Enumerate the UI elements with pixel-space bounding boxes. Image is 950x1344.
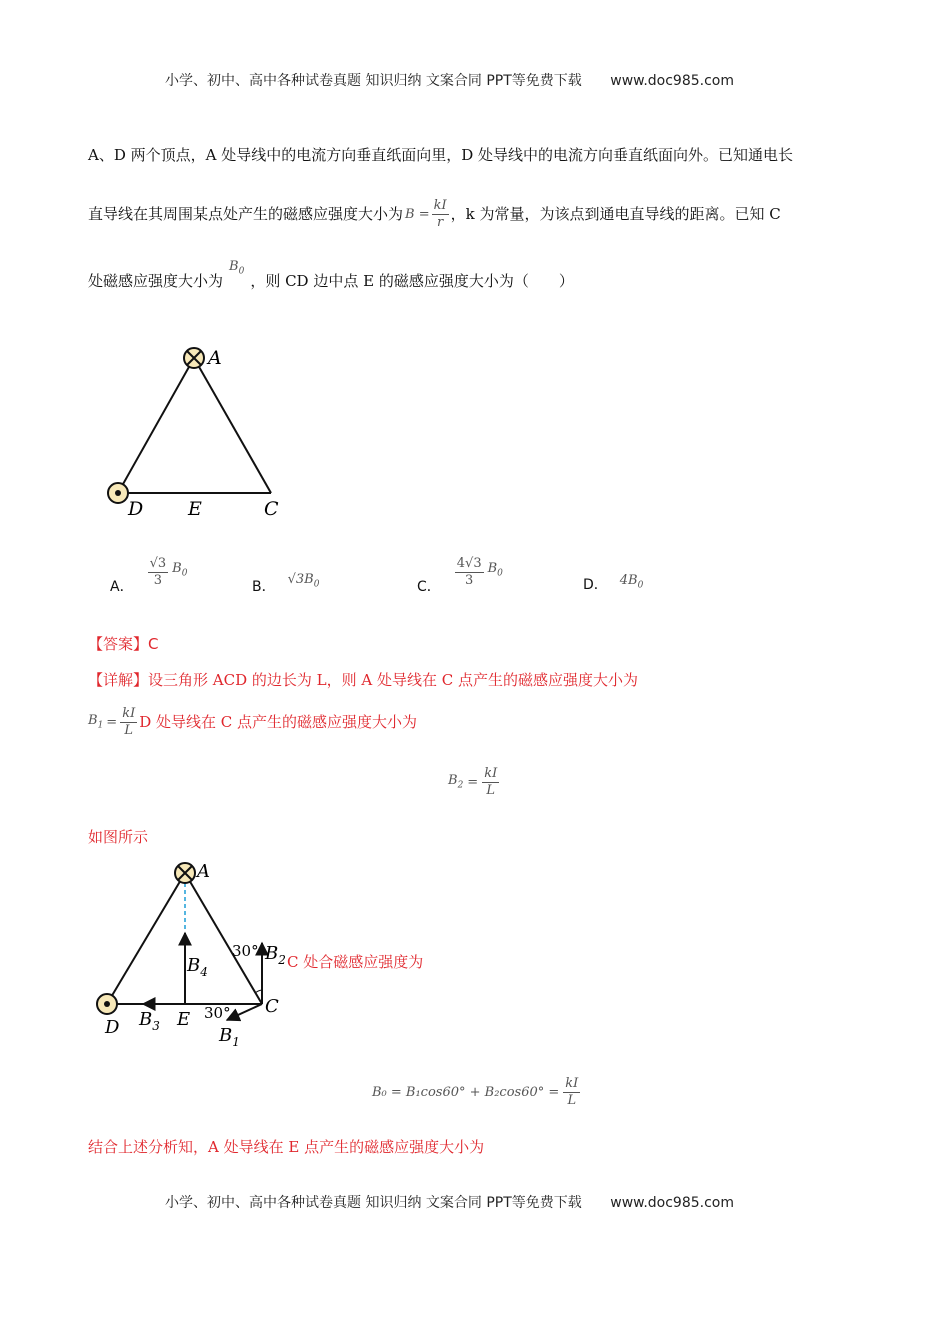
b1-symbol: $B_1$ [88, 713, 104, 731]
b1-fraction: $\frac{kI}{L}$ [122, 706, 136, 738]
option-a[interactable] [110, 548, 187, 596]
option-b-letter: B． [252, 579, 276, 595]
wire-out-of-page-icon [108, 483, 128, 503]
label-d: D [128, 498, 144, 520]
option-d-expr: $4B_0$ [619, 573, 644, 591]
label-c: C [264, 498, 279, 520]
wire-into-page-icon-2 [175, 863, 195, 883]
question-line-1: A、D 两个顶点，A 处导线中的电流方向垂直纸面向里，D 处导线中的电流方向垂直纸面向外。已知通电长 [88, 146, 794, 164]
fig2-label-b2: $B_2$ [265, 943, 286, 967]
vector-b1 [227, 1004, 262, 1020]
detail-tag: 【详解】 [88, 671, 149, 689]
wire-into-page-icon [184, 348, 204, 368]
b2-fraction: $\frac{kI}{L}$ [484, 766, 498, 798]
option-c-letter: C． [417, 579, 441, 595]
option-b-expr: $√3B_0$ [287, 572, 320, 590]
question-line-3-post: ，则 CD 边中点 E 的磁感应强度大小为（ ） [250, 271, 574, 290]
fig2-label-b3: $B_3$ [139, 1009, 160, 1033]
footer-url[interactable]: www.doc985.com [610, 1195, 734, 1211]
side-ac-2 [185, 873, 262, 1004]
header-url[interactable]: www.doc985.com [610, 73, 734, 89]
b2-formula [448, 766, 499, 798]
option-c[interactable] [417, 548, 503, 596]
question-line-3-pre: 处磁感应强度大小为 [88, 271, 224, 290]
option-d-letter: D． [583, 577, 608, 593]
question-line-2-pre: 直导线在其周围某点处产生的磁感应强度大小为 [88, 204, 404, 223]
option-b[interactable] [252, 566, 319, 596]
fig2-label-a: A [197, 861, 210, 882]
option-a-letter: A． [110, 579, 134, 595]
b0-formula-fraction: $\frac{kI}{L}$ [565, 1076, 579, 1108]
fig2-angle-top: 30° [232, 942, 259, 960]
option-c-fraction: $\frac{4√3}{3}$ [456, 555, 482, 588]
b0-formula [372, 1076, 580, 1108]
option-c-symbol: $B_0$ [487, 561, 503, 579]
answer-line [88, 637, 159, 652]
label-e: E [188, 498, 202, 520]
formula-fraction [432, 198, 449, 230]
header-text: 小学、初中、高中各种试卷真题 知识归纳 文案合同 PPT等免费下载 [165, 73, 582, 89]
answer-value: C [148, 635, 159, 653]
vector-figure-2 [95, 855, 295, 1060]
formula-numerator: kI [433, 198, 447, 213]
triangle-figure-1 [100, 340, 300, 530]
fig2-label-c: C [265, 996, 279, 1017]
side-ac [194, 358, 271, 493]
label-a: A [208, 347, 222, 369]
formula-denominator: r [436, 214, 444, 230]
detail-line-2-text: D 处导线在 C 点产生的磁感应强度大小为 [139, 712, 418, 731]
option-a-symbol: $B_0$ [172, 561, 188, 579]
b2-symbol: $B_2$ [448, 773, 464, 791]
fig2-label-e: E [177, 1009, 191, 1030]
c-combined-text: C 处合磁感应强度为 [287, 953, 424, 971]
side-ad-2 [107, 873, 185, 1004]
detail-line-2 [88, 706, 417, 738]
footer-text: 小学、初中、高中各种试卷真题 知识归纳 文案合同 PPT等免费下载 [165, 1195, 582, 1211]
b0-symbol: $B_0$ [229, 259, 245, 277]
as-shown-text: 如图所示 [88, 828, 149, 846]
side-ad [118, 358, 194, 493]
angle-arc-top [255, 990, 262, 993]
conclusion-text: 结合上述分析知，A 处导线在 E 点产生的磁感应强度大小为 [88, 1138, 485, 1156]
fig2-label-b1: $B_1$ [219, 1025, 240, 1049]
question-line-3 [88, 259, 574, 290]
detail-line-1-text: 设三角形 ACD 的边长为 L，则 A 处导线在 C 点产生的磁感应强度大小为 [148, 671, 639, 689]
b1-eq: = [106, 714, 118, 730]
question-line-2-post: ，k 为常量，为该点到通电直导线的距离。已知 C [450, 204, 781, 223]
answer-tag: 【答案】 [88, 635, 149, 653]
question-line-2 [88, 198, 781, 230]
option-d[interactable] [583, 574, 643, 594]
wire-out-of-page-icon-2 [97, 994, 117, 1014]
detail-line-1 [88, 673, 638, 688]
fig2-label-b4: $B_4$ [187, 955, 208, 979]
b0-formula-expr: B₀ = B₁cos60° + B₂cos60° = [372, 1084, 560, 1100]
fig2-label-d: D [105, 1017, 120, 1038]
page-header [165, 70, 734, 90]
page-footer [165, 1192, 734, 1212]
b2-eq: = [467, 774, 479, 790]
option-a-fraction: $\frac{√3}{3}$ [149, 555, 167, 588]
fig2-angle-bottom: 30° [204, 1004, 231, 1022]
formula-lhs: B = [405, 206, 430, 222]
